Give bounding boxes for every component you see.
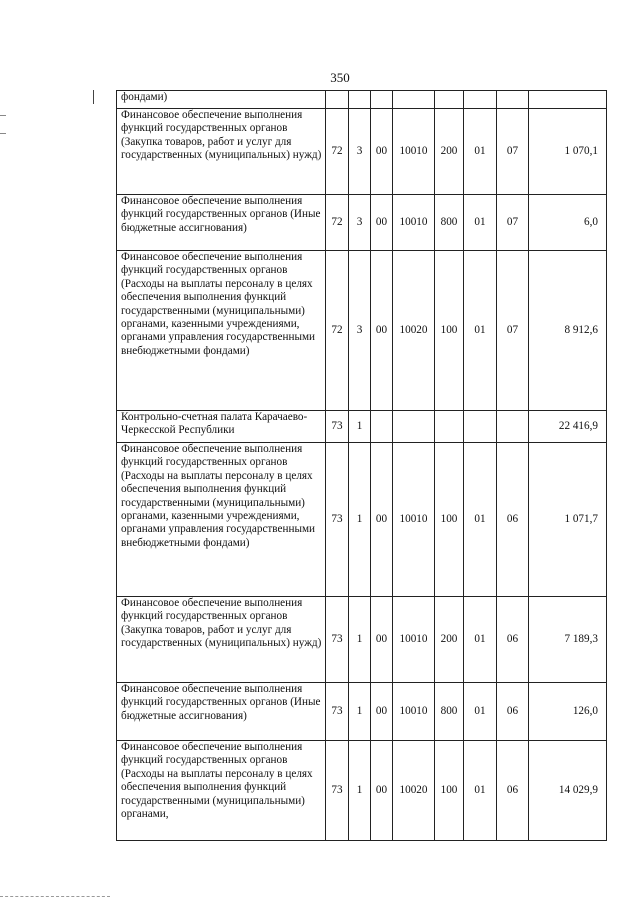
code-subsection-cell: 00 <box>371 251 393 411</box>
amount-cell: 1 071,7 <box>529 443 607 597</box>
code-target-cell <box>393 411 435 443</box>
code-ministry-cell: 72 <box>326 251 349 411</box>
amount-cell <box>529 91 607 109</box>
row-description: Финансовое обеспечение выполнения функций государственных органов (Расходы на выплаты персоналу в целях обеспечения выполнения функций государственными (муниципальными) органами, <box>117 741 326 841</box>
table-row <box>117 741 607 841</box>
amount-cell: 8 912,6 <box>529 251 607 411</box>
code-target-cell: 10020 <box>393 741 435 841</box>
code-expense-type-cell: 800 <box>435 683 464 741</box>
code-target-cell: 10010 <box>393 443 435 597</box>
table-row <box>117 683 607 741</box>
code-expense-type-cell: 800 <box>435 195 464 251</box>
code-section-cell: 1 <box>349 411 371 443</box>
code-expense-type-cell: 100 <box>435 251 464 411</box>
code-podrazdel-cell: 06 <box>497 741 529 841</box>
code-ministry-cell: 73 <box>326 741 349 841</box>
code-expense-type-cell: 100 <box>435 443 464 597</box>
table-row <box>117 411 607 443</box>
code-podrazdel-cell: 06 <box>497 443 529 597</box>
code-expense-type-cell: 200 <box>435 597 464 683</box>
code-section-cell: 1 <box>349 741 371 841</box>
code-section-cell: 1 <box>349 597 371 683</box>
code-subsection-cell: 00 <box>371 683 393 741</box>
code-razdel-cell: 01 <box>464 443 497 597</box>
code-subsection-cell <box>371 91 393 109</box>
code-expense-type-cell: 200 <box>435 109 464 195</box>
scan-edge-mark <box>0 133 6 134</box>
page-number: 350 <box>330 70 350 85</box>
code-section-cell: 3 <box>349 109 371 195</box>
code-target-cell: 10010 <box>393 195 435 251</box>
code-target-cell: 10010 <box>393 597 435 683</box>
row-description: Финансовое обеспечение выполнения функций государственных органов (Закупка товаров, работ и услуг для государственных (муниципальных) нужд) <box>117 109 326 195</box>
code-razdel-cell <box>464 91 497 109</box>
row-description: Финансовое обеспечение выполнения функций государственных органов (Иные бюджетные ассигнования) <box>117 195 326 251</box>
code-podrazdel-cell: 07 <box>497 251 529 411</box>
code-podrazdel-cell <box>497 91 529 109</box>
code-section-cell: 3 <box>349 195 371 251</box>
code-subsection-cell <box>371 411 393 443</box>
code-target-cell: 10020 <box>393 251 435 411</box>
amount-cell: 6,0 <box>529 195 607 251</box>
row-description: Финансовое обеспечение выполнения функций государственных органов (Расходы на выплаты персоналу в целях обеспечения выполнения функций государственными (муниципальными) органами, казенными учреждениями, органами управления государственными внебюджетными фондами) <box>117 443 326 597</box>
table-row <box>117 109 607 195</box>
code-razdel-cell: 01 <box>464 251 497 411</box>
code-razdel-cell: 01 <box>464 195 497 251</box>
code-expense-type-cell <box>435 91 464 109</box>
code-target-cell <box>393 91 435 109</box>
scan-edge-mark <box>0 115 6 116</box>
code-target-cell: 10010 <box>393 109 435 195</box>
code-podrazdel-cell <box>497 411 529 443</box>
budget-table <box>116 90 607 841</box>
code-podrazdel-cell: 06 <box>497 683 529 741</box>
amount-cell: 14 029,9 <box>529 741 607 841</box>
code-target-cell: 10010 <box>393 683 435 741</box>
code-subsection-cell: 00 <box>371 195 393 251</box>
code-section-cell: 1 <box>349 683 371 741</box>
code-razdel-cell: 01 <box>464 741 497 841</box>
amount-cell: 22 416,9 <box>529 411 607 443</box>
table-row <box>117 443 607 597</box>
code-razdel-cell <box>464 411 497 443</box>
table-row <box>117 195 607 251</box>
row-description: Финансовое обеспечение выполнения функций государственных органов (Расходы на выплаты персоналу в целях обеспечения выполнения функций государственными (муниципальными) органами, казенными учреждениями, органами управления государственными внебюджетными фондами) <box>117 251 326 411</box>
code-subsection-cell: 00 <box>371 597 393 683</box>
row-description: фондами) <box>117 91 326 109</box>
code-ministry-cell: 73 <box>326 597 349 683</box>
row-description: Финансовое обеспечение выполнения функций государственных органов (Закупка товаров, работ и услуг для государственных (муниципальных) нужд) <box>117 597 326 683</box>
table-row <box>117 597 607 683</box>
code-ministry-cell: 72 <box>326 195 349 251</box>
code-subsection-cell: 00 <box>371 741 393 841</box>
code-section-cell: 3 <box>349 251 371 411</box>
code-subsection-cell: 00 <box>371 443 393 597</box>
code-section-cell: 1 <box>349 443 371 597</box>
code-razdel-cell: 01 <box>464 109 497 195</box>
scan-bottom-line <box>0 896 110 897</box>
code-podrazdel-cell: 07 <box>497 195 529 251</box>
row-description: Контрольно-счетная палата Карачаево-Черкесской Республики <box>117 411 326 443</box>
code-ministry-cell: 73 <box>326 443 349 597</box>
code-ministry-cell <box>326 91 349 109</box>
code-section-cell <box>349 91 371 109</box>
code-ministry-cell: 72 <box>326 109 349 195</box>
row-description: Финансовое обеспечение выполнения функций государственных органов (Иные бюджетные ассигнования) <box>117 683 326 741</box>
amount-cell: 7 189,3 <box>529 597 607 683</box>
code-podrazdel-cell: 07 <box>497 109 529 195</box>
code-razdel-cell: 01 <box>464 597 497 683</box>
table-row <box>117 251 607 411</box>
code-expense-type-cell <box>435 411 464 443</box>
code-razdel-cell: 01 <box>464 683 497 741</box>
margin-tick <box>93 90 94 104</box>
code-podrazdel-cell: 06 <box>497 597 529 683</box>
amount-cell: 126,0 <box>529 683 607 741</box>
code-expense-type-cell: 100 <box>435 741 464 841</box>
amount-cell: 1 070,1 <box>529 109 607 195</box>
code-ministry-cell: 73 <box>326 683 349 741</box>
code-ministry-cell: 73 <box>326 411 349 443</box>
table-row <box>117 91 607 109</box>
code-subsection-cell: 00 <box>371 109 393 195</box>
